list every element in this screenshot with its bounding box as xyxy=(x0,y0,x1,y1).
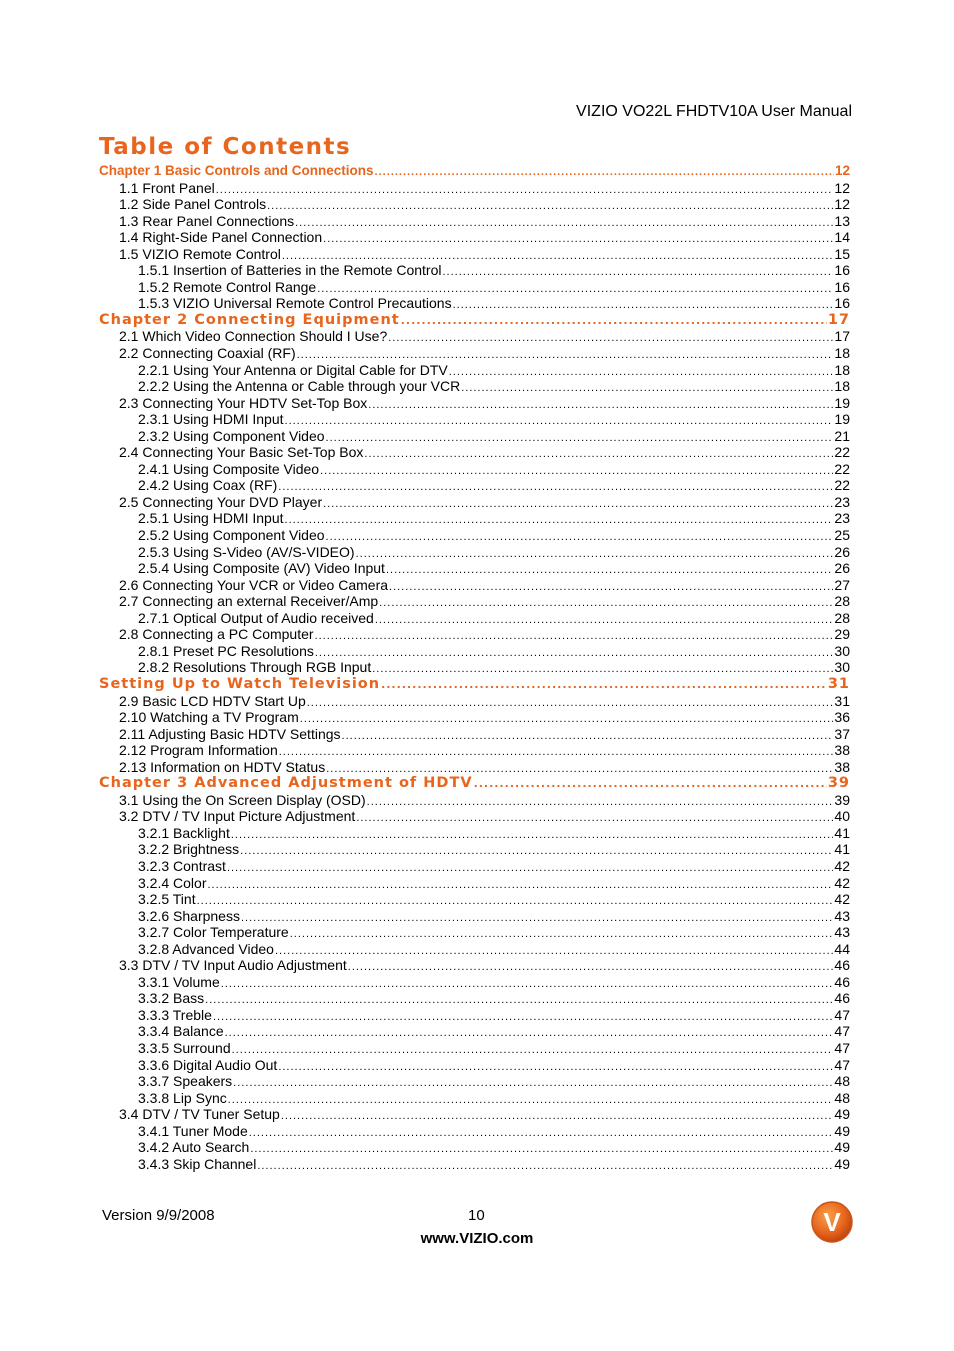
toc-entry-title: 2.5.3 Using S-Video (AV/S-VIDEO) xyxy=(138,543,355,560)
dot-leader xyxy=(285,413,834,428)
toc-entry[interactable] xyxy=(99,1090,850,1107)
toc-entry[interactable] xyxy=(99,577,850,594)
toc-entry-page: 38 xyxy=(834,742,850,759)
toc-entry-title: 3.2 DTV / TV Input Picture Adjustment xyxy=(119,808,356,825)
toc-entry-title: 3.2.6 Sharpness xyxy=(138,907,240,924)
toc-entry-page: 16 xyxy=(834,262,850,279)
toc-entry-title: 2.5.4 Using Composite (AV) Video Input xyxy=(138,560,385,577)
toc-entry-page: 42 xyxy=(834,857,850,874)
toc-entry-title: 2.5.2 Using Component Video xyxy=(138,527,325,544)
footer-version: Version 9/9/2008 xyxy=(102,1207,215,1224)
dot-leader xyxy=(443,264,834,279)
toc-entry[interactable] xyxy=(99,262,850,279)
dot-leader xyxy=(315,628,834,643)
toc-entry-page: 46 xyxy=(834,990,850,1007)
dot-leader xyxy=(228,1092,834,1107)
toc-entry-page: 42 xyxy=(834,891,850,908)
toc-entry[interactable] xyxy=(99,858,850,875)
toc-entry-page: 30 xyxy=(834,642,850,659)
dot-leader xyxy=(326,529,834,544)
dot-leader xyxy=(356,810,833,825)
toc-entry-page: 12 xyxy=(834,196,850,213)
dot-leader xyxy=(233,1075,833,1090)
toc-entry-title: 2.8.1 Preset PC Resolutions xyxy=(138,642,314,659)
toc-entry[interactable] xyxy=(99,941,850,958)
dot-leader xyxy=(290,926,834,941)
toc-entry-title: 2.11 Adjusting Basic HDTV Settings xyxy=(119,725,341,742)
dot-leader xyxy=(372,661,833,676)
toc-entry-title: 1.2 Side Panel Controls xyxy=(119,196,267,213)
toc-entry-page: 49 xyxy=(834,1122,850,1139)
toc-chapter-entry[interactable] xyxy=(99,775,850,792)
dot-leader xyxy=(401,313,827,329)
toc-entry-title: 2.7.1 Optical Output of Audio received xyxy=(138,609,374,626)
dot-leader xyxy=(323,496,833,511)
toc-entry[interactable] xyxy=(99,742,850,759)
dot-leader xyxy=(281,1108,834,1123)
toc-entry-page: 13 xyxy=(834,212,850,229)
dot-leader xyxy=(348,959,834,974)
toc-entry-page: 12 xyxy=(834,179,850,196)
toc-entry-page: 37 xyxy=(834,725,850,742)
toc-entry[interactable] xyxy=(99,180,850,197)
toc-entry-title: 2.1 Which Video Connection Should I Use? xyxy=(119,328,388,345)
dot-leader xyxy=(368,397,833,412)
toc-entry-title: 2.5.1 Using HDMI Input xyxy=(138,510,284,527)
dot-leader xyxy=(216,182,834,197)
toc-entry[interactable] xyxy=(99,974,850,991)
dot-leader xyxy=(375,612,834,627)
toc-entry[interactable] xyxy=(99,1123,850,1140)
toc-entry-title: 3.3 DTV / TV Input Audio Adjustment xyxy=(119,957,347,974)
dot-leader xyxy=(297,347,834,362)
toc-entry-title: 3.1 Using the On Screen Display (OSD) xyxy=(119,791,366,808)
toc-entry-title: 2.2.1 Using Your Antenna or Digital Cable for DTV xyxy=(138,361,448,378)
dot-leader xyxy=(267,198,833,213)
toc-entry[interactable] xyxy=(99,411,850,428)
toc-entry-page: 12 xyxy=(834,163,850,178)
dot-leader xyxy=(375,164,834,180)
toc-entry[interactable] xyxy=(99,428,850,445)
toc-entry[interactable] xyxy=(99,1156,850,1173)
toc-entry[interactable] xyxy=(99,709,850,726)
toc-entry[interactable] xyxy=(99,610,850,627)
toc-entry-page: 38 xyxy=(834,758,850,775)
dot-leader xyxy=(379,595,833,610)
dot-leader xyxy=(326,761,833,776)
page-number: 10 xyxy=(468,1207,485,1224)
toc-chapter-entry[interactable] xyxy=(99,676,850,693)
dot-leader xyxy=(461,380,833,395)
toc-entry[interactable] xyxy=(99,792,850,809)
toc-entry-page: 14 xyxy=(834,229,850,246)
toc-entry-title: 2.10 Watching a TV Program xyxy=(119,709,299,726)
table-of-contents xyxy=(99,163,850,1172)
toc-entry[interactable] xyxy=(99,1057,850,1074)
toc-entry[interactable] xyxy=(99,444,850,461)
toc-entry-page: 42 xyxy=(834,874,850,891)
dot-leader xyxy=(257,1158,833,1173)
toc-chapter-entry[interactable] xyxy=(99,163,850,180)
toc-entry-title: 1.4 Right-Side Panel Connection xyxy=(119,229,323,246)
toc-entry-title: 1.5.2 Remote Control Range xyxy=(138,278,317,295)
dot-leader xyxy=(221,976,834,991)
dot-leader xyxy=(282,248,834,263)
dot-leader xyxy=(381,677,827,693)
toc-entry-page: 41 xyxy=(834,824,850,841)
toc-entry-title: 3.2.5 Tint xyxy=(138,891,196,908)
toc-entry-title: 2.2.2 Using the Antenna or Cable through your VCR xyxy=(138,378,461,395)
toc-entry[interactable] xyxy=(99,560,850,577)
toc-entry-title: 1.5.1 Insertion of Batteries in the Remote Control xyxy=(138,262,442,279)
toc-entry-page: 39 xyxy=(834,791,850,808)
dot-leader xyxy=(323,231,833,246)
toc-entry-title: Chapter 2 Connecting Equipment xyxy=(99,311,400,328)
toc-entry-page: 15 xyxy=(834,245,850,262)
toc-entry-title: 1.1 Front Panel xyxy=(119,179,215,196)
dot-leader xyxy=(250,1141,833,1156)
toc-entry-page: 40 xyxy=(834,808,850,825)
toc-entry-title: 1.3 Rear Panel Connections xyxy=(119,212,295,229)
toc-entry-page: 46 xyxy=(834,973,850,990)
dot-leader xyxy=(364,446,833,461)
toc-entry-page: 18 xyxy=(834,361,850,378)
toc-entry-title: 3.4 DTV / TV Tuner Setup xyxy=(119,1106,280,1123)
toc-entry-title: 2.8.2 Resolutions Through RGB Input xyxy=(138,659,372,676)
dot-leader xyxy=(320,463,833,478)
toc-entry[interactable] xyxy=(99,527,850,544)
toc-entry-title: 3.3.5 Surround xyxy=(138,1039,231,1056)
dot-leader xyxy=(249,1125,834,1140)
toc-entry-title: 3.2.8 Advanced Video xyxy=(138,940,274,957)
toc-entry[interactable] xyxy=(99,1040,850,1057)
toc-entry-page: 22 xyxy=(834,460,850,477)
dot-leader xyxy=(240,843,833,858)
toc-entry-page: 47 xyxy=(834,1006,850,1023)
dot-leader xyxy=(449,364,834,379)
vizio-logo-icon xyxy=(810,1200,854,1244)
toc-entry-page: 18 xyxy=(834,378,850,395)
dot-leader xyxy=(197,893,834,908)
toc-entry[interactable] xyxy=(99,643,850,660)
toc-entry-page: 16 xyxy=(834,295,850,312)
dot-leader xyxy=(326,430,834,445)
dot-leader xyxy=(241,910,833,925)
toc-heading: Table of Contents xyxy=(99,134,352,160)
toc-entry-page: 19 xyxy=(834,411,850,428)
toc-entry-page: 23 xyxy=(834,493,850,510)
toc-entry[interactable] xyxy=(99,1023,850,1040)
toc-entry-page: 28 xyxy=(834,609,850,626)
toc-entry[interactable] xyxy=(99,213,850,230)
toc-entry-title: 3.3.1 Volume xyxy=(138,973,220,990)
toc-entry-page: 27 xyxy=(834,576,850,593)
dot-leader xyxy=(278,1059,833,1074)
toc-entry-page: 43 xyxy=(834,924,850,941)
toc-entry[interactable] xyxy=(99,990,850,1007)
toc-entry-title: 2.13 Information on HDTV Status xyxy=(119,758,326,775)
toc-entry-page: 48 xyxy=(834,1073,850,1090)
toc-entry-title: 3.4.3 Skip Channel xyxy=(138,1155,257,1172)
toc-entry-page: 25 xyxy=(834,527,850,544)
toc-entry-page: 36 xyxy=(834,709,850,726)
toc-entry[interactable] xyxy=(99,908,850,925)
toc-entry-page: 49 xyxy=(834,1106,850,1123)
toc-entry-page: 48 xyxy=(834,1089,850,1106)
toc-entry-page: 21 xyxy=(834,427,850,444)
dot-leader xyxy=(342,728,834,743)
toc-entry[interactable] xyxy=(99,328,850,345)
manual-title: VIZIO VO22L FHDTV10A User Manual xyxy=(576,103,852,120)
toc-entry[interactable] xyxy=(99,246,850,263)
toc-entry[interactable] xyxy=(99,461,850,478)
toc-entry[interactable] xyxy=(99,362,850,379)
toc-entry[interactable] xyxy=(99,924,850,941)
toc-entry[interactable] xyxy=(99,957,850,974)
toc-entry-page: 44 xyxy=(834,940,850,957)
toc-entry-title: 1.5.3 VIZIO Universal Remote Control Precautions xyxy=(138,295,452,312)
dot-leader xyxy=(307,695,834,710)
toc-entry-title: 2.6 Connecting Your VCR or Video Camera xyxy=(119,576,389,593)
toc-entry-title: 2.4 Connecting Your Basic Set-Top Box xyxy=(119,444,364,461)
toc-entry-title: 3.3.7 Speakers xyxy=(138,1073,233,1090)
dot-leader xyxy=(227,860,833,875)
toc-entry-title: 3.2.4 Color xyxy=(138,874,207,891)
dot-leader xyxy=(367,794,834,809)
toc-entry[interactable] xyxy=(99,1073,850,1090)
toc-entry-title: 3.4.1 Tuner Mode xyxy=(138,1122,248,1139)
toc-entry-title: 2.3 Connecting Your HDTV Set-Top Box xyxy=(119,394,368,411)
toc-entry-title: 2.4.1 Using Composite Video xyxy=(138,460,320,477)
toc-entry-page: 43 xyxy=(834,907,850,924)
toc-entry-title: 3.3.3 Treble xyxy=(138,1006,212,1023)
toc-entry-title: 2.7 Connecting an external Receiver/Amp xyxy=(119,593,379,610)
toc-entry-title: 2.12 Program Information xyxy=(119,742,278,759)
toc-entry-page: 31 xyxy=(827,675,850,692)
dot-leader xyxy=(285,512,834,527)
dot-leader xyxy=(205,992,833,1007)
dot-leader xyxy=(225,1025,834,1040)
toc-entry-title: 3.2.2 Brightness xyxy=(138,841,240,858)
toc-entry-page: 17 xyxy=(827,311,850,328)
toc-entry-page: 46 xyxy=(834,957,850,974)
toc-entry[interactable] xyxy=(99,825,850,842)
toc-entry-title: Chapter 1 Basic Controls and Connections xyxy=(99,163,374,178)
dot-leader xyxy=(315,645,834,660)
toc-entry[interactable] xyxy=(99,875,850,892)
toc-entry[interactable] xyxy=(99,544,850,561)
toc-entry-page: 39 xyxy=(827,775,850,792)
toc-entry-title: 2.4.2 Using Coax (RF) xyxy=(138,477,278,494)
dot-leader xyxy=(388,330,833,345)
toc-entry-page: 26 xyxy=(834,543,850,560)
toc-entry[interactable] xyxy=(99,726,850,743)
dot-leader xyxy=(300,711,834,726)
toc-entry-title: 3.3.4 Balance xyxy=(138,1023,224,1040)
dot-leader xyxy=(453,297,834,312)
dot-leader xyxy=(279,744,834,759)
toc-entry[interactable] xyxy=(99,659,850,676)
toc-entry-page: 22 xyxy=(834,444,850,461)
toc-entry[interactable] xyxy=(99,759,850,776)
dot-leader xyxy=(389,579,833,594)
toc-entry[interactable] xyxy=(99,345,850,362)
toc-entry-title: 1.5 VIZIO Remote Control xyxy=(119,245,281,262)
toc-entry-page: 30 xyxy=(834,659,850,676)
dot-leader xyxy=(275,943,833,958)
toc-entry-page: 28 xyxy=(834,593,850,610)
toc-entry-title: 3.3.2 Bass xyxy=(138,990,205,1007)
toc-chapter-entry[interactable] xyxy=(99,312,850,329)
svg-text:V: V xyxy=(823,1207,841,1237)
toc-entry-title: 3.3.6 Digital Audio Out xyxy=(138,1056,278,1073)
toc-entry-title: 2.2 Connecting Coaxial (RF) xyxy=(119,345,296,362)
toc-entry-page: 16 xyxy=(834,278,850,295)
toc-entry[interactable] xyxy=(99,196,850,213)
toc-entry-page: 31 xyxy=(834,692,850,709)
toc-entry[interactable] xyxy=(99,693,850,710)
toc-entry[interactable] xyxy=(99,378,850,395)
toc-entry-title: 2.3.1 Using HDMI Input xyxy=(138,411,284,428)
toc-entry-title: 3.2.3 Contrast xyxy=(138,857,226,874)
toc-entry-title: 2.9 Basic LCD HDTV Start Up xyxy=(119,692,306,709)
toc-entry[interactable] xyxy=(99,808,850,825)
toc-entry[interactable] xyxy=(99,229,850,246)
toc-entry[interactable] xyxy=(99,477,850,494)
toc-entry-page: 47 xyxy=(834,1039,850,1056)
dot-leader xyxy=(231,827,834,842)
toc-entry-title: 3.2.1 Backlight xyxy=(138,824,230,841)
toc-entry[interactable] xyxy=(99,395,850,412)
toc-entry-title: 2.3.2 Using Component Video xyxy=(138,427,325,444)
toc-entry[interactable] xyxy=(99,891,850,908)
toc-entry-page: 49 xyxy=(834,1155,850,1172)
toc-entry[interactable] xyxy=(99,1007,850,1024)
toc-entry[interactable] xyxy=(99,1106,850,1123)
dot-leader xyxy=(207,877,833,892)
footer-url: www.VIZIO.com xyxy=(420,1230,534,1247)
toc-entry[interactable] xyxy=(99,593,850,610)
toc-entry-title: 2.5 Connecting Your DVD Player xyxy=(119,493,323,510)
toc-entry-page: 17 xyxy=(834,328,850,345)
toc-entry-page: 41 xyxy=(834,841,850,858)
dot-leader xyxy=(232,1042,834,1057)
dot-leader xyxy=(317,281,833,296)
toc-entry[interactable] xyxy=(99,626,850,643)
toc-entry-title: Setting Up to Watch Television xyxy=(99,675,381,692)
toc-entry-page: 23 xyxy=(834,510,850,527)
toc-entry-page: 47 xyxy=(834,1023,850,1040)
dot-leader xyxy=(386,562,833,577)
dot-leader xyxy=(356,546,834,561)
toc-entry-page: 49 xyxy=(834,1139,850,1156)
toc-entry[interactable] xyxy=(99,841,850,858)
toc-entry-title: 2.8 Connecting a PC Computer xyxy=(119,626,314,643)
toc-entry-page: 19 xyxy=(834,394,850,411)
toc-entry-title: 3.2.7 Color Temperature xyxy=(138,924,289,941)
toc-entry-page: 22 xyxy=(834,477,850,494)
toc-entry-page: 18 xyxy=(834,345,850,362)
dot-leader xyxy=(278,479,833,494)
toc-entry[interactable] xyxy=(99,510,850,527)
dot-leader xyxy=(474,776,827,792)
toc-entry[interactable] xyxy=(99,279,850,296)
dot-leader xyxy=(295,215,833,230)
toc-entry-title: 3.4.2 Auto Search xyxy=(138,1139,250,1156)
toc-entry-page: 29 xyxy=(834,626,850,643)
toc-entry-title: Chapter 3 Advanced Adjustment of HDTV xyxy=(99,775,473,792)
toc-entry[interactable] xyxy=(99,295,850,312)
toc-entry[interactable] xyxy=(99,494,850,511)
toc-entry-title: 3.3.8 Lip Sync xyxy=(138,1089,227,1106)
dot-leader xyxy=(213,1009,833,1024)
toc-entry-page: 47 xyxy=(834,1056,850,1073)
toc-entry[interactable] xyxy=(99,1139,850,1156)
toc-entry-page: 26 xyxy=(834,560,850,577)
